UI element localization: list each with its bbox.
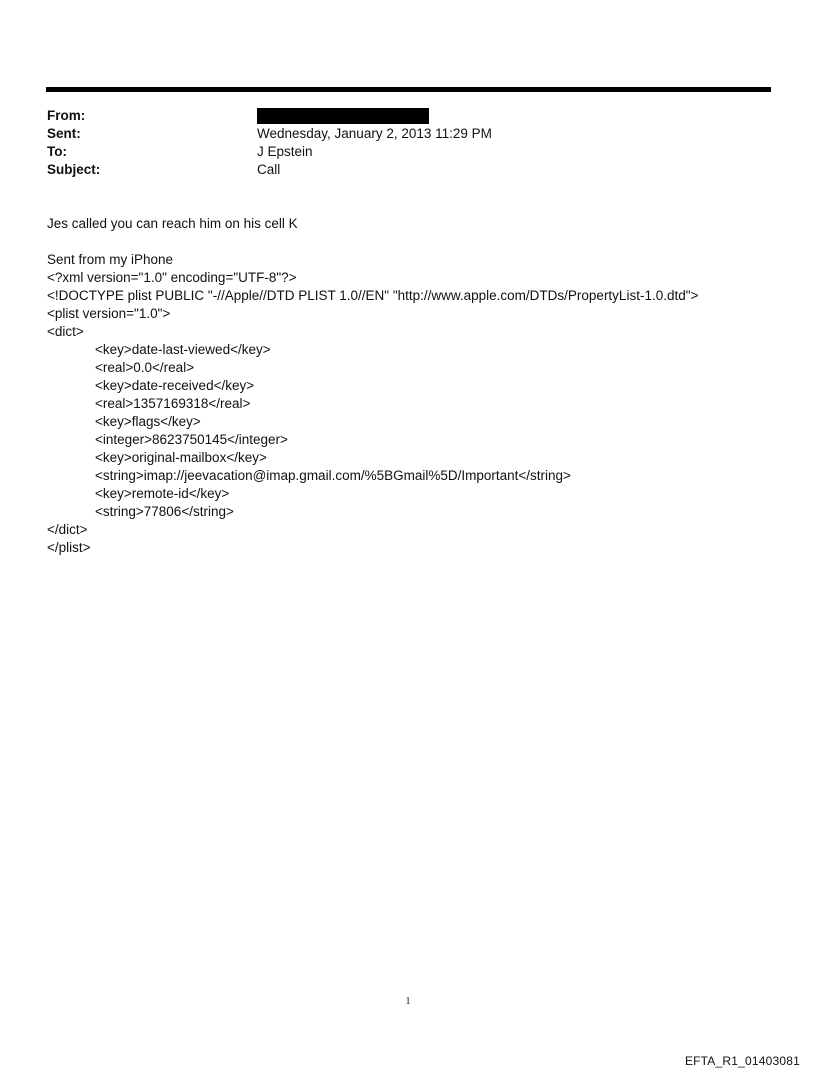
xml-line: <dict> bbox=[47, 324, 84, 339]
dict-line: <key>date-last-viewed</key> bbox=[95, 342, 271, 357]
header-divider bbox=[46, 87, 771, 92]
subject-value: Call bbox=[257, 162, 281, 177]
message-text: Jes called you can reach him on his cell K bbox=[47, 216, 298, 231]
from-value bbox=[257, 107, 429, 125]
dict-line: <real>0.0</real> bbox=[95, 360, 195, 375]
to-value: J Epstein bbox=[257, 144, 313, 159]
xml-closing-line: </plist> bbox=[47, 540, 91, 555]
message-body bbox=[47, 215, 787, 557]
page-number: 1 bbox=[405, 996, 411, 1007]
dict-line: <real>1357169318</real> bbox=[95, 396, 251, 411]
xml-line: <?xml version="1.0" encoding="UTF-8"?> bbox=[47, 270, 297, 285]
dict-line: <key>date-received</key> bbox=[95, 378, 255, 393]
dict-line: <key>flags</key> bbox=[95, 414, 201, 429]
to-row bbox=[47, 143, 747, 161]
dict-line: <string>imap://jeevacation@imap.gmail.com/%5BGmail%5D/Important</string> bbox=[95, 468, 571, 483]
from-label: From: bbox=[47, 108, 86, 123]
sent-value: Wednesday, January 2, 2013 11:29 PM bbox=[257, 126, 492, 141]
subject-label: Subject: bbox=[47, 162, 101, 177]
from-row bbox=[47, 107, 747, 125]
dict-line: <string>77806</string> bbox=[95, 504, 234, 519]
signature-text: Sent from my iPhone bbox=[47, 252, 174, 267]
document-id: EFTA_R1_01403081 bbox=[684, 1054, 800, 1068]
to-label: To: bbox=[47, 144, 67, 159]
dict-line: <key>original-mailbox</key> bbox=[95, 450, 267, 465]
sent-row bbox=[47, 125, 747, 143]
spacer bbox=[47, 233, 787, 251]
xml-line: <!DOCTYPE plist PUBLIC "-//Apple//DTD PLIST 1.0//EN" "http://www.apple.com/DTDs/PropertyList-1.0.dtd"> bbox=[47, 288, 699, 303]
xml-line: <plist version="1.0"> bbox=[47, 306, 171, 321]
redaction-bar bbox=[257, 108, 429, 124]
xml-closing-line: </dict> bbox=[47, 522, 88, 537]
email-header bbox=[47, 107, 747, 179]
subject-row bbox=[47, 161, 747, 179]
dict-line: <integer>8623750145</integer> bbox=[95, 432, 288, 447]
dict-line: <key>remote-id</key> bbox=[95, 486, 230, 501]
sent-label: Sent: bbox=[47, 126, 81, 141]
